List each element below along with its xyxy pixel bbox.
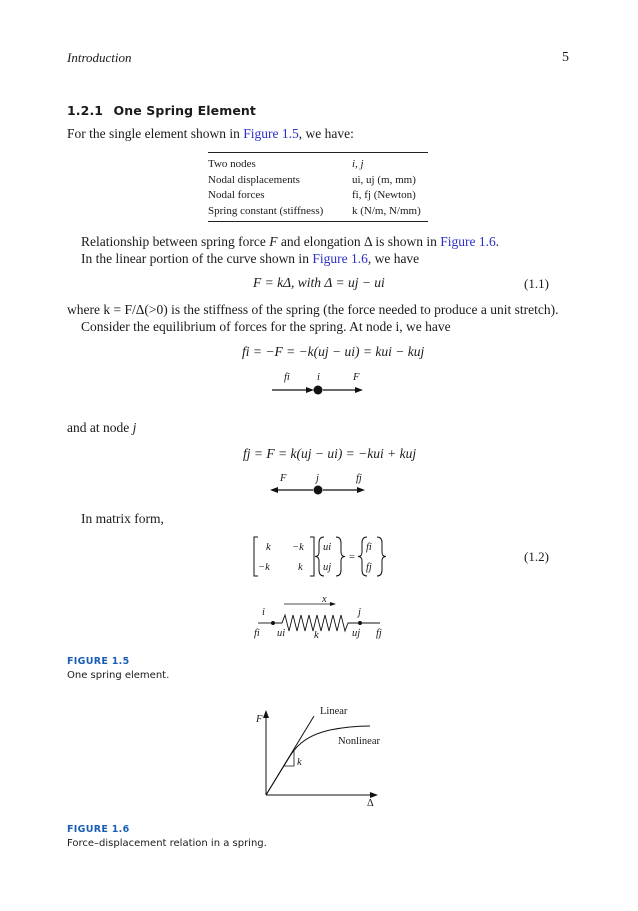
paragraph-node-j <box>67 419 136 437</box>
paragraph-stiffness: where k = F/Δ(>0) is the stiffness of the spring (the force needed to produce a unit stretch). <box>67 302 559 317</box>
paragraph-relationship <box>81 233 499 251</box>
node-j-label: j <box>316 473 319 484</box>
matrix-entry: −k <box>292 542 304 553</box>
spring-element-figure <box>248 596 398 642</box>
node-i-dot <box>314 386 323 395</box>
page-number: 5 <box>562 50 569 65</box>
node-i-force-diagram <box>270 368 370 400</box>
paragraph-equilibrium: Consider the equilibrium of forces for the spring. At node i, we have <box>81 319 451 334</box>
paragraph-linear-portion <box>81 250 419 268</box>
section-heading <box>67 103 256 118</box>
spring-node-i-dot <box>271 621 275 625</box>
figure-1-6-caption: Force–displacement relation in a spring. <box>67 838 267 849</box>
nonlinear-label: Nonlinear <box>338 736 380 747</box>
para1-line2-text-a: In the linear portion of the curve shown in <box>81 251 313 266</box>
intro-text-before: For the single element shown in <box>67 126 244 141</box>
intro-text-after: , we have: <box>298 126 354 141</box>
node-j-force-diagram <box>268 469 368 501</box>
table-row <box>208 173 428 189</box>
node-j-dot <box>314 486 323 495</box>
para1-text-c: . <box>495 234 500 249</box>
node-i-left-label: fi <box>284 372 290 383</box>
table-row <box>208 157 428 173</box>
node-j-left-label: F <box>280 473 287 484</box>
figure-1-5-label: FIGURE 1.5 <box>67 656 130 667</box>
para1-symbol-f: F <box>269 234 278 249</box>
f-axis-arrowhead <box>263 710 269 718</box>
figure-1-5-caption: One spring element. <box>67 670 170 681</box>
node-j-right-arrowhead <box>357 487 365 493</box>
para1-text-b: and elongation Δ is shown in <box>277 234 441 249</box>
force-displacement-figure <box>250 700 410 810</box>
figure-1-6-link[interactable]: Figure 1.6 <box>440 234 496 249</box>
para3-text: and at node <box>67 420 133 435</box>
table-cell-label: Nodal displacements <box>208 173 300 186</box>
matrix-entry: k <box>298 562 303 573</box>
spring-uj-label: uj <box>352 628 361 639</box>
table-cell-value: ui, uj (m, mm) <box>352 173 416 186</box>
para1-line2-text-b: , we have <box>367 251 420 266</box>
table-cell-label: Two nodes <box>208 158 256 170</box>
para3-symbol-j: j <box>132 420 137 435</box>
figure-1-6-link-2[interactable]: Figure 1.6 <box>312 251 368 266</box>
f-axis-label: F <box>256 714 263 725</box>
equation-1-2-matrix <box>252 534 392 580</box>
table-cell-label: Spring constant (stiffness) <box>208 204 324 217</box>
equation-number-1-2: (1.2) <box>524 549 549 564</box>
slope-k-label: k <box>297 757 302 768</box>
node-i-label: i <box>317 372 320 383</box>
node-j-right-label: fj <box>356 473 362 484</box>
spring-ui-label: ui <box>277 628 286 639</box>
x-axis-arrowhead <box>330 602 336 606</box>
matrix-right-bracket <box>310 537 314 576</box>
section-number: 1.2.1 <box>67 103 104 118</box>
figure-1-5-link[interactable]: Figure 1.5 <box>243 126 299 141</box>
matrix-entry: −k <box>258 562 270 573</box>
u-vector-right-brace <box>336 537 345 576</box>
table-cell-value: i, j <box>352 158 364 170</box>
equation-node-j: fj = F = k(uj − ui) = −kui + kuj <box>243 446 417 461</box>
spring-node-j-label: j <box>358 607 361 618</box>
table-row <box>208 204 428 220</box>
linear-label: Linear <box>320 706 348 717</box>
table-row <box>208 188 428 204</box>
figure-1-6-label: FIGURE 1.6 <box>67 824 130 835</box>
equation-number-1-1: (1.1) <box>524 276 549 291</box>
spring-coil <box>275 615 358 631</box>
u-vector-entry: ui <box>323 542 332 553</box>
node-i-right-label: F <box>353 372 360 383</box>
delta-axis-label: Δ <box>367 798 374 809</box>
matrix-entry: k <box>266 542 271 553</box>
spring-node-i-label: i <box>262 607 265 618</box>
node-i-left-arrowhead <box>306 387 314 393</box>
table-cell-value: fi, fj (Newton) <box>352 189 416 201</box>
paragraph-matrix-form: In matrix form, <box>81 511 164 526</box>
node-i-right-arrowhead <box>355 387 363 393</box>
definitions-table <box>208 152 428 222</box>
table-bottom-rule <box>208 221 428 222</box>
f-vector-entry: fj <box>366 562 372 573</box>
spring-k-label: k <box>314 630 319 641</box>
spring-node-j-dot <box>358 621 362 625</box>
equation-1-1: F = kΔ, with Δ = uj − ui <box>253 275 385 290</box>
f-vector-right-brace <box>377 537 386 576</box>
f-vector-entry: fi <box>366 542 372 553</box>
spring-fi-label: fi <box>254 628 260 639</box>
x-axis-label: x <box>322 594 327 605</box>
section-title: One Spring Element <box>113 103 256 118</box>
equation-node-i: fi = −F = −k(uj − ui) = kui − kuj <box>242 344 425 359</box>
intro-paragraph <box>67 125 354 143</box>
spring-fj-label: fj <box>376 628 382 639</box>
para1-text-a: Relationship between spring force <box>81 234 270 249</box>
table-cell-label: Nodal forces <box>208 189 265 201</box>
equals-sign: = <box>349 552 355 563</box>
u-vector-entry: uj <box>323 562 332 573</box>
running-title: Introduction <box>67 50 132 65</box>
table-cell-value: k (N/m, N/mm) <box>352 204 421 217</box>
